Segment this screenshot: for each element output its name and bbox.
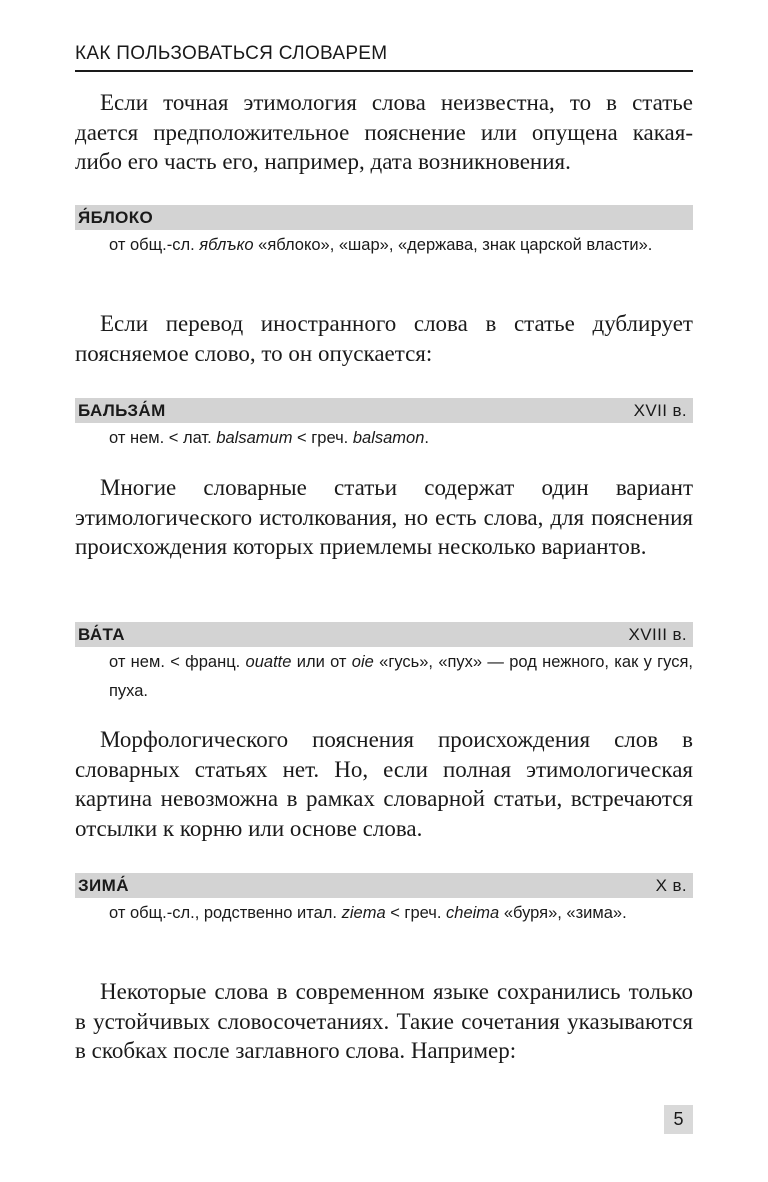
etymology-text: от общ.-сл.	[109, 236, 200, 254]
entry-zima	[75, 873, 693, 928]
paragraph-multiple-variants	[75, 473, 693, 562]
entry-header-bar	[75, 398, 693, 423]
etymology-text: от нем. < франц.	[109, 653, 246, 671]
etymology-text: < греч.	[385, 904, 447, 922]
paragraph-text: Морфологического пояснения происхождения слов в словарных статьях нет. Но, если полная этимологическая картина невозможна в рамках словарной статьи, встречаются отсылки к корню или основе слова.	[75, 727, 693, 841]
etymology-text: < греч.	[292, 429, 353, 447]
etymology-text: или от	[291, 653, 352, 671]
paragraph-morphology	[75, 725, 693, 843]
entry-headword: БАЛЬЗА́М	[78, 401, 166, 420]
page-number: 5	[664, 1105, 693, 1134]
etymology-text: «яблоко», «шар», «держава, знак царской власти».	[253, 236, 653, 254]
entry-header-bar	[75, 205, 693, 230]
entry-etymology	[75, 423, 693, 453]
entry-etymology	[75, 898, 693, 928]
entry-headword: Я́БЛОКО	[78, 208, 154, 227]
etymology-text: «гусь», «пух» — род нежного, как у гуся, пуха.	[109, 653, 694, 700]
paragraph-text: Некоторые слова в современном языке сохранились только в устойчивых словосочетаниях. Такие сочетания указываются в скобках после заглавного слова. Например:	[75, 979, 693, 1063]
etymon-word: яблъко	[199, 236, 254, 254]
etymology-text: от нем. < лат.	[109, 429, 217, 447]
entry-century: XVII в.	[633, 401, 687, 420]
etymon-word: oie	[351, 653, 374, 671]
book-page	[75, 0, 693, 1182]
entry-balzam	[75, 398, 693, 453]
entry-headword: ЗИМА́	[78, 876, 129, 895]
etymon-word: ziema	[341, 904, 386, 922]
paragraph-text: Если точная этимология слова неизвестна, то в статье дается предположительное пояснение или опущена какая-либо его часть его, например, дата возникновения.	[75, 90, 693, 174]
entry-yabloko	[75, 205, 693, 260]
entry-century: XVIII в.	[628, 625, 687, 644]
etymon-word: balsamum	[216, 429, 293, 447]
etymon-word: cheima	[446, 904, 500, 922]
paragraph-text: Если перевод иностранного слова в статье дублирует поясняемое слово, то он опускается:	[75, 311, 693, 366]
running-head: КАК ПОЛЬЗОВАТЬСЯ СЛОВАРЕМ	[75, 42, 693, 72]
paragraph-unknown-etymology	[75, 88, 693, 177]
entry-century: X в.	[655, 876, 687, 895]
entry-header-bar	[75, 622, 693, 647]
entry-header-bar	[75, 873, 693, 898]
paragraph-text: Многие словарные статьи содержат один вариант этимологического истолкования, но есть слова, для пояснения происхождения которых приемлемы несколько вариантов.	[75, 475, 693, 559]
entry-vata	[75, 622, 693, 706]
paragraph-translation-omitted	[75, 309, 693, 368]
etymology-text: «буря», «зима».	[499, 904, 627, 922]
entry-headword: ВА́ТА	[78, 625, 125, 644]
entry-etymology	[75, 230, 693, 260]
paragraph-set-phrases	[75, 977, 693, 1066]
entry-etymology	[75, 647, 693, 706]
etymon-word: ouatte	[245, 653, 292, 671]
etymology-text: от общ.-сл., родственно итал.	[109, 904, 342, 922]
etymology-text: .	[424, 429, 429, 447]
etymon-word: balsamon	[352, 429, 425, 447]
